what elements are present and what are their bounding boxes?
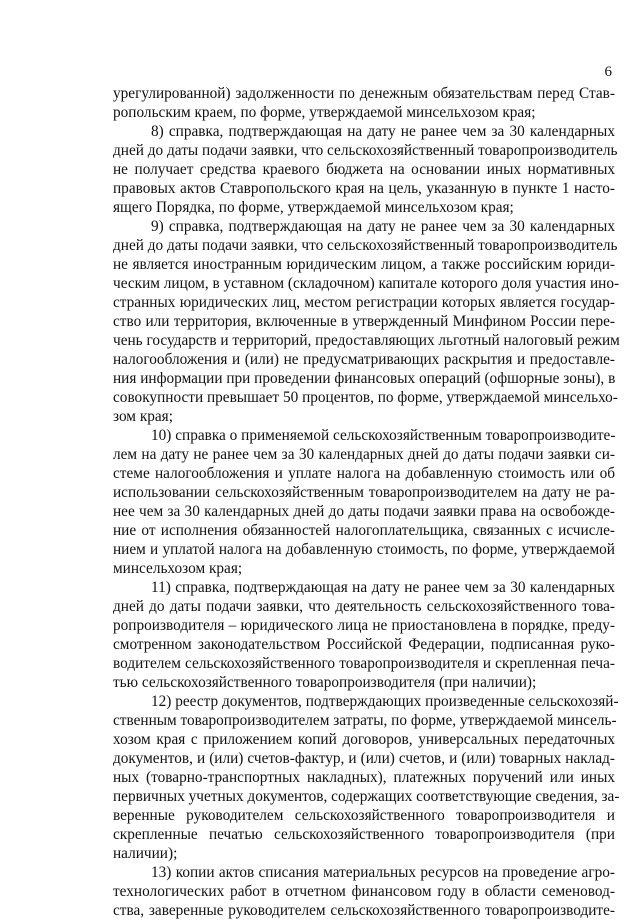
text-line: 8) справка, подтверждающая на дату не ранее чем за 30 календарных [151,123,615,140]
text-line: ропольским краем, по форме, утверждаемой минсельхозом края; [113,104,536,121]
document-body-text [113,84,620,920]
text-line: водителем сельскохозяйственного товаропроизводителя и скрепленная печа- [113,655,615,672]
text-line: технологических работ в отчетном финансовом году в области семеновод- [113,883,615,900]
text-line: 12) реестр документов, подтверждающих произведенные сельскохозяй- [151,693,619,710]
text-line: тью сельскохозяйственного товаропроизводителя (при наличии); [113,674,537,691]
text-line: нее чем за 30 календарных дней до даты подачи заявки права на освобожде- [113,503,615,520]
text-line: не является иностранным юридическим лицом, а также российским юриди- [113,256,615,273]
text-line: ропроизводителя – юридического лица не приостановлена в порядке, преду- [113,617,615,634]
text-line: урегулированной) задолженности по денежным обязательствам перед Став- [113,85,615,102]
text-line: ние от исполнения обязанностей налогоплательщика, связанных с исчисле- [113,522,615,539]
text-line: лем на дату не ранее чем за 30 календарных дней до даты подачи заявки си- [113,446,615,463]
text-line: ящего Порядка, по форме, утверждаемой минсельхозом края; [113,199,514,216]
text-line: 11) справка, подтверждающая на дату не ранее чем за 30 календарных [151,579,615,596]
text-line: зом края; [113,408,173,425]
text-line: ственным товаропроизводителем затраты, по форме, утверждаемой минсель- [113,712,617,729]
text-line: чень государств и территорий, предоставляющих льготный налоговый режим [113,332,620,349]
text-line: использовании сельскохозяйственным товаропроизводителем на дату не ра- [113,484,615,501]
text-line: ния информации при проведении финансовых операций (офшорные зоны), в [113,370,616,387]
text-line: 13) копии актов списания материальных ресурсов на проведение агро- [151,864,615,881]
page-number: 6 [604,64,612,80]
text-line: первичных учетных документов, содержащих соответствующие сведения, за- [113,788,620,805]
text-line: ных (товарно-транспортных накладных), платежных поручений или иных [113,769,615,786]
text-line: веренные руководителем сельскохозяйственного товаропроизводителя и [113,807,615,824]
text-line: дней до даты подачи заявки, что сельскохозяйственный товаропроизводитель [113,142,618,159]
text-line: не получает средства краевого бюджета на основании иных нормативных [113,161,615,178]
text-line: ческим лицом, в уставном (складочном) капитале которого доля участия ино- [113,275,620,292]
text-line: совокупности превышает 50 процентов, по форме, утверждаемой минсельхо- [113,389,618,406]
text-line: документов, и (или) счетов-фактур, и (или) счетов, и (или) товарных наклад- [113,750,615,767]
text-line: наличии); [113,845,178,862]
text-line: налогообложения и (или) не предусматривающих раскрытия и предоставле- [113,351,615,368]
text-line: хозом края с приложением копий договоров, универсальных передаточных [113,731,615,748]
text-line: минсельхозом края; [113,560,243,577]
text-line: странных юридических лиц, местом регистрации которых является государ- [113,294,615,311]
text-line: стеме налогообложения и уплате налога на добавленную стоимость или об [113,465,615,482]
text-line: ства, заверенные руководителем сельскохозяйственного товаропроизводите- [113,902,615,919]
text-line: скрепленные печатью сельскохозяйственного товаропроизводителя (при [113,826,615,843]
text-line: ство или территория, включенные в утвержденный Минфином России пере- [113,313,615,330]
text-line: нием и уплатой налога на добавленную стоимость, по форме, утверждаемой [113,541,615,558]
text-line: правовых актов Ставропольского края на цель, указанную в пункте 1 насто- [113,180,615,197]
text-line: дней до даты подачи заявки, что сельскохозяйственный товаропроизводитель [113,237,618,254]
text-line: 9) справка, подтверждающая на дату не ранее чем за 30 календарных [151,218,615,235]
text-line: дней до даты подачи заявки, что деятельность сельскохозяйственного това- [113,598,615,615]
text-line: смотренном законодательством Российской Федерации, подписанная руко- [113,636,615,653]
text-line: 10) справка о применяемой сельскохозяйственным товаропроизводите- [151,427,616,444]
